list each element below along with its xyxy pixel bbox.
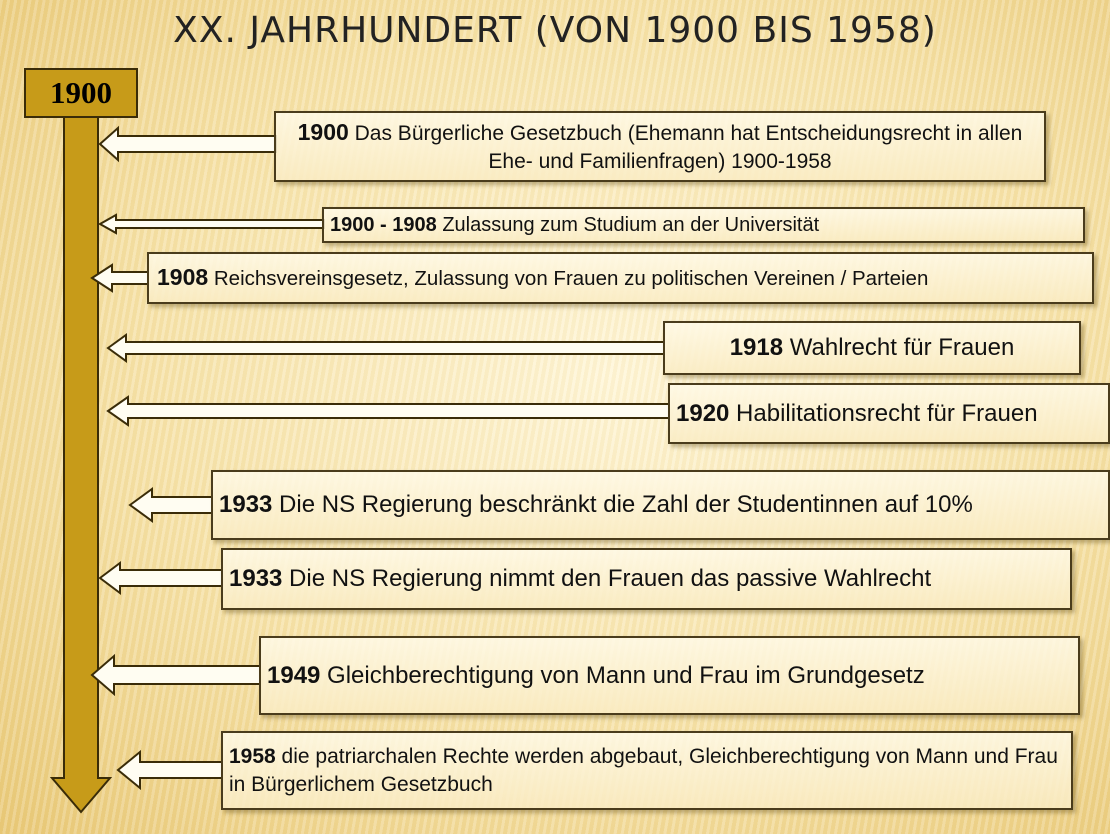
event-text: Reichsvereinsgesetz, Zulassung von Frauen zu politischen Vereinen / Parteien xyxy=(208,267,929,291)
event-box-1 xyxy=(274,111,1046,182)
pointer-arrow-1 xyxy=(100,128,276,160)
event-text: Zulassung zum Studium an der Universität xyxy=(436,214,820,236)
pointer-arrow-6 xyxy=(130,489,212,521)
event-text: Gleichberechtigung von Mann und Frau im Grundgesetz xyxy=(320,661,925,689)
event-box-9 xyxy=(221,731,1073,810)
event-box-5 xyxy=(668,383,1110,444)
timeline-start-year: 1900 xyxy=(24,68,138,118)
pointer-arrow-8 xyxy=(92,656,260,694)
event-box-8 xyxy=(259,636,1080,715)
event-year: 1918 xyxy=(729,334,784,362)
event-box-4 xyxy=(663,321,1081,375)
pointer-arrow-4 xyxy=(108,335,664,361)
event-box-3 xyxy=(147,252,1094,304)
event-year: 1949 xyxy=(267,661,321,689)
event-year: 1900 - 1908 xyxy=(330,214,437,236)
event-year: 1933 xyxy=(229,565,283,593)
event-text: Die NS Regierung beschränkt die Zahl der Studentinnen auf 10% xyxy=(272,491,973,519)
event-box-6 xyxy=(211,470,1110,540)
event-year: 1920 xyxy=(676,399,730,427)
pointer-arrow-7 xyxy=(100,563,222,593)
page-title: XX. JAHRHUNDERT (VON 1900 BIS 1958) xyxy=(173,10,937,51)
event-year: 1900 xyxy=(297,118,349,145)
event-year: 1933 xyxy=(219,491,273,519)
pointer-arrow-5 xyxy=(108,397,669,425)
event-year: 1908 xyxy=(157,264,209,291)
pointer-arrow-2 xyxy=(100,215,324,233)
pointer-arrow-3 xyxy=(92,265,148,291)
event-box-2 xyxy=(322,207,1085,243)
event-text: Wahlrecht für Frauen xyxy=(783,334,1015,362)
event-text: Das Bürgerliche Gesetzbuch (Ehemann hat Entscheidungsrecht in allen Ehe- und Familienfragen) 1900-1958 xyxy=(348,121,1023,173)
timeline-arrow xyxy=(52,116,110,812)
event-year: 1958 xyxy=(229,745,276,769)
event-text: die patriarchalen Rechte werden abgebaut, Gleichberechtigung von Mann und Frau in Bürgerlichem Gesetzbuch xyxy=(229,745,1058,796)
event-box-7 xyxy=(221,548,1072,610)
event-text: Habilitationsrecht für Frauen xyxy=(729,399,1038,427)
event-text: Die NS Regierung nimmt den Frauen das passive Wahlrecht xyxy=(282,565,932,593)
pointer-arrow-9 xyxy=(118,752,222,788)
